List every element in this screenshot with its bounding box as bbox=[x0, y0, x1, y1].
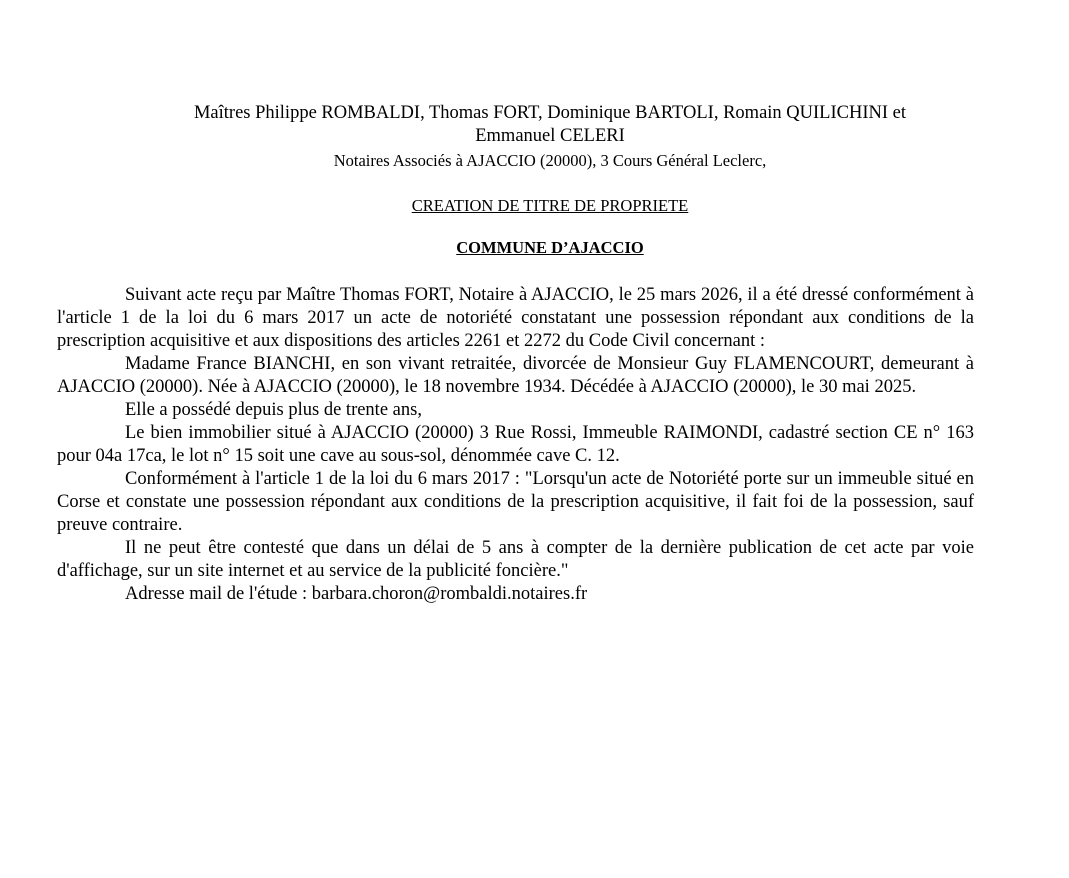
paragraph-email: Adresse mail de l'étude : barbara.choron@rombaldi.notaires.fr bbox=[125, 584, 588, 604]
paragraph-contest-delay: Il ne peut être contesté que dans un délai de 5 ans à compter de la dernière publication de cet acte par voie d'affichage, sur un site internet et au service de la publicité foncière." bbox=[57, 538, 974, 581]
document-title: CREATION DE TITRE DE PROPRIETE bbox=[411, 196, 689, 215]
notaries-names bbox=[100, 102, 1000, 148]
commune-heading: COMMUNE D’AJACCIO bbox=[456, 238, 644, 257]
paragraph-person: Madame France BIANCHI, en son vivant retraitée, divorcée de Monsieur Guy FLAMENCOURT, demeurant à AJACCIO (20000). Née à AJACCIO (20000), le 18 novembre 1934. Décédée à AJACCIO (20000), le 30 mai 2025. bbox=[57, 354, 974, 397]
notaries-names-line-1: Maîtres Philippe ROMBALDI, Thomas FORT, Dominique BARTOLI, Romain QUILICHINI et bbox=[193, 103, 907, 123]
office-address: Notaires Associés à AJACCIO (20000), 3 Cours Général Leclerc, bbox=[333, 151, 767, 170]
paragraph-possession: Elle a possédé depuis plus de trente ans, bbox=[125, 400, 422, 420]
paragraph-law-quote: Conformément à l'article 1 de la loi du 6 mars 2017 : "Lorsqu'un acte de Notoriété porte sur un immeuble situé en Corse et constate une possession répondant aux conditions de la prescription acquisitive, il fait foi de la possession, sauf preuve contraire. bbox=[57, 469, 974, 535]
notaries-names-line-2: Emmanuel CELERI bbox=[475, 126, 625, 146]
document-body bbox=[57, 284, 974, 606]
paragraph-property: Le bien immobilier situé à AJACCIO (20000) 3 Rue Rossi, Immeuble RAIMONDI, cadastré section CE n° 163 pour 04a 17ca, le lot n° 15 soit une cave au sous-sol, dénommée cave C. 12. bbox=[57, 423, 974, 466]
paragraph-acte: Suivant acte reçu par Maître Thomas FORT, Notaire à AJACCIO, le 25 mars 2026, il a été dressé conformément à l'article 1 de la loi du 6 mars 2017 un acte de notoriété constatant une possession répondant aux conditions de la prescription acquisitive et aux dispositions des articles 2261 et 2272 du Code Civil concernant : bbox=[57, 285, 974, 351]
